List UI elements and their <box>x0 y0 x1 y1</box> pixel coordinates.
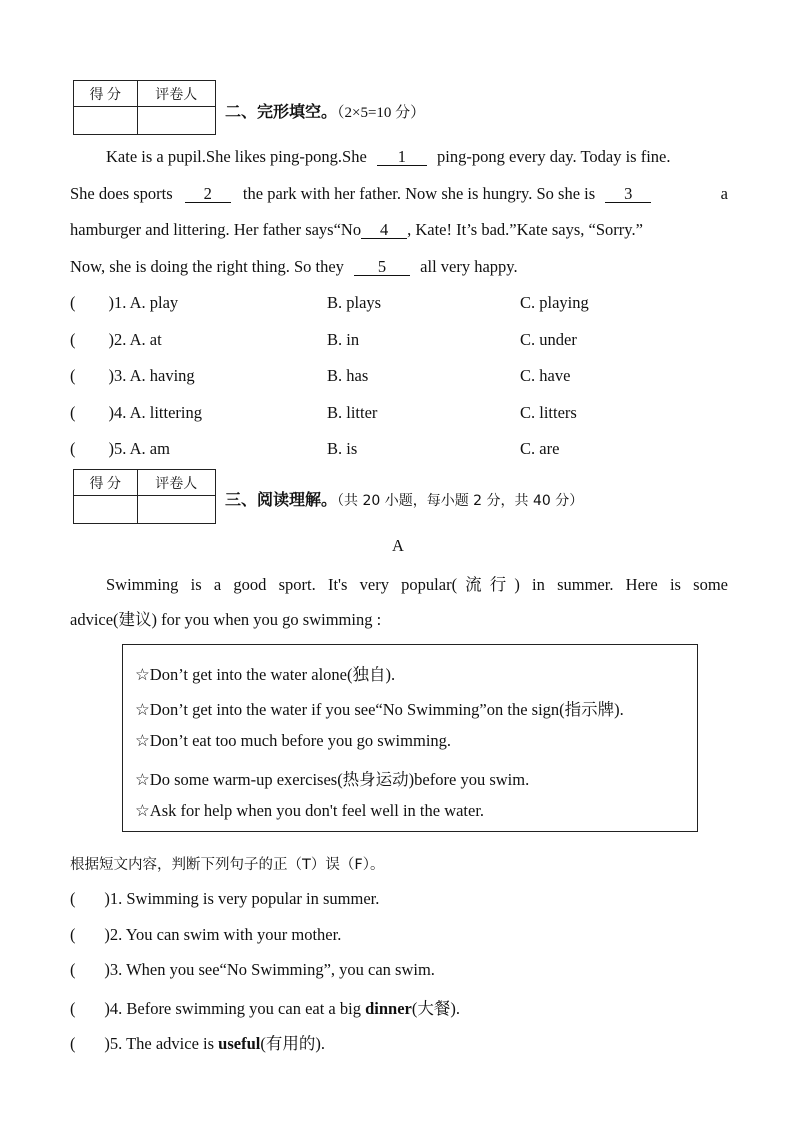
question-1-b[interactable]: B. plays <box>327 293 382 312</box>
advice-item: ☆Don’t get into the water alone(独自). <box>135 665 396 684</box>
score-label: 得 分 <box>74 470 138 496</box>
intro-line-1: Swimming is a good sport. It's very popular(流行) in summer. Here is some <box>106 575 728 594</box>
advice-item: ☆Don’t get into the water if you see“No Swimming”on the sign(指示牌). <box>135 700 624 719</box>
advice-item: ☆Do some warm-up exercises(热身运动)before you swim. <box>135 770 530 789</box>
part-label: A <box>392 536 404 555</box>
passage-line-3: hamburger and littering. Her father says“No 4 , Kate! It’s bad.”Kate says, “Sorry.” <box>70 220 643 239</box>
blank-4[interactable]: 4 <box>361 222 407 239</box>
question-2-a[interactable]: ( )2. A. at <box>70 330 162 349</box>
bold-word: useful <box>218 1034 261 1053</box>
question-1-c[interactable]: C. playing <box>520 293 589 312</box>
advice-item: ☆Don’t eat too much before you go swimming. <box>135 731 452 750</box>
question-5-b[interactable]: B. is <box>327 439 358 458</box>
question-3-a[interactable]: ( )3. A. having <box>70 366 195 385</box>
score-cell[interactable] <box>74 107 138 135</box>
question-4-b[interactable]: B. litter <box>327 403 378 422</box>
score-label: 得 分 <box>74 81 138 107</box>
advice-box <box>122 644 698 832</box>
section3-points: （共 20 小题，每小题 2 分，共 40 分） <box>337 493 584 509</box>
section2-title <box>225 99 425 122</box>
blank-5[interactable]: 5 <box>354 259 410 276</box>
score-table-section2 <box>73 80 216 135</box>
tf-question-5[interactable]: ( )5. The advice is useful(有用的). <box>70 1034 325 1053</box>
passage-line-4: Now, she is doing the right thing. So they 5 all very happy. <box>70 257 518 276</box>
tf-instruction: 根据短文内容，判断下列句子的正（T）误（F）。 <box>70 857 385 873</box>
blank-3[interactable]: 3 <box>605 186 651 203</box>
bold-word: dinner <box>365 999 412 1018</box>
blank-1[interactable]: 1 <box>377 149 427 166</box>
grader-cell[interactable] <box>137 496 215 524</box>
section2-title-text: 二、完形填空。 <box>225 102 338 121</box>
question-2-b[interactable]: B. in <box>327 330 360 349</box>
question-5-c[interactable]: C. are <box>520 439 560 458</box>
tf-question-4[interactable]: ( )4. Before swimming you can eat a big dinner(大餐). <box>70 999 460 1018</box>
advice-item: ☆Ask for help when you don't feel well in the water. <box>135 801 485 820</box>
blank-2[interactable]: 2 <box>185 186 231 203</box>
question-1-a[interactable]: ( )1. A. play <box>70 293 179 312</box>
score-cell[interactable] <box>74 496 138 524</box>
passage-line-2: She does sports 2 the park with her father. Now she is hungry. So she is 3 a <box>70 184 728 203</box>
tf-question-3[interactable]: ( )3. When you see“No Swimming”, you can swim. <box>70 960 435 979</box>
section2-points: （2×5=10 分） <box>337 105 426 121</box>
passage-line-1: Kate is a pupil.She likes ping-pong.She 1 ping-pong every day. Today is fine. <box>106 147 671 166</box>
question-2-c[interactable]: C. under <box>520 330 577 349</box>
grader-cell[interactable] <box>137 107 215 135</box>
tf-question-2[interactable]: ( )2. You can swim with your mother. <box>70 925 342 944</box>
intro-line-2: advice(建议) for you when you go swimming : <box>70 610 382 629</box>
question-3-b[interactable]: B. has <box>327 366 369 385</box>
grader-label: 评卷人 <box>137 81 215 107</box>
tf-question-1[interactable]: ( )1. Swimming is very popular in summer. <box>70 889 380 908</box>
grader-label: 评卷人 <box>137 470 215 496</box>
section3-title-text: 三、阅读理解。 <box>225 490 338 509</box>
score-table-section3 <box>73 469 216 524</box>
question-4-c[interactable]: C. litters <box>520 403 577 422</box>
question-3-c[interactable]: C. have <box>520 366 571 385</box>
section3-title <box>225 487 583 510</box>
question-4-a[interactable]: ( )4. A. littering <box>70 403 202 422</box>
question-5-a[interactable]: ( )5. A. am <box>70 439 170 458</box>
